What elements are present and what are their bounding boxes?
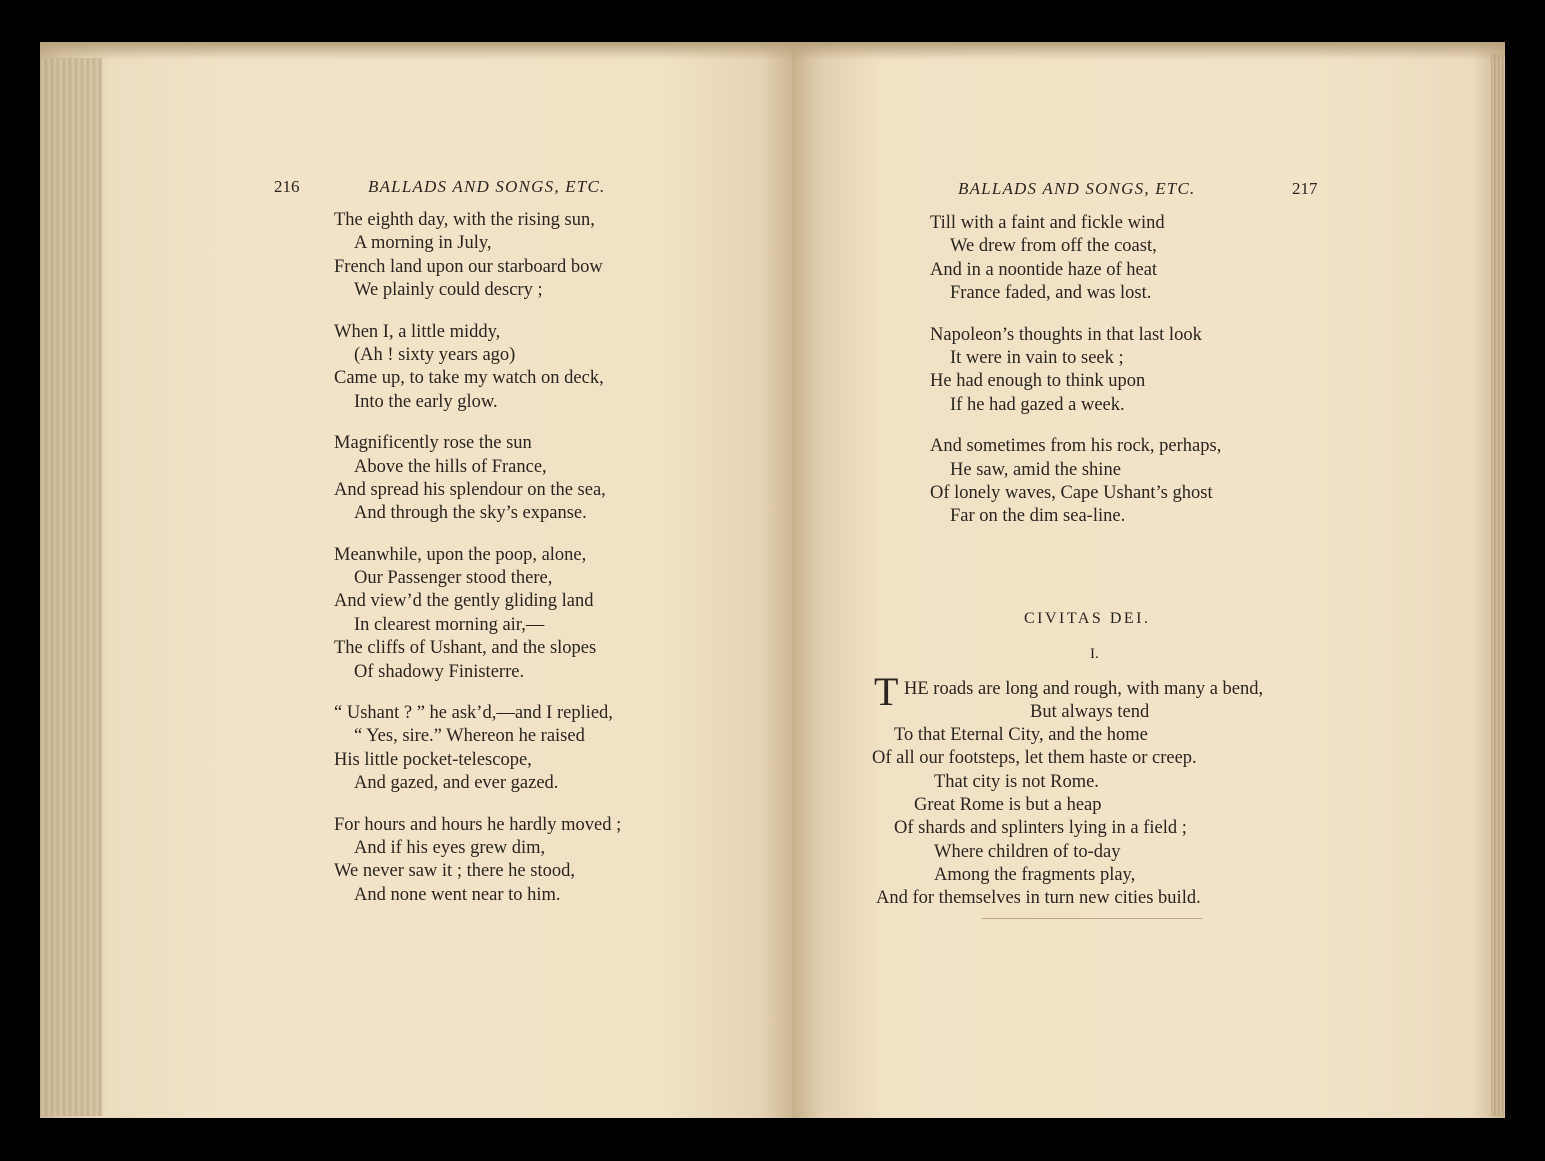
verse-line: Came up, to take my watch on deck, <box>334 368 604 389</box>
verse-line: And gazed, and ever gazed. <box>354 773 559 794</box>
right-page-poem-continuation <box>930 212 1221 529</box>
verse-line: He saw, amid the shine <box>950 459 1121 480</box>
drop-cap-letter: T <box>874 669 899 714</box>
page-number-right: 217 <box>1292 179 1318 198</box>
stanza-gap <box>334 303 621 321</box>
poem-line: And for themselves in turn new cities build. <box>876 888 1201 908</box>
running-head-right: BALLADS AND SONGS, ETC. <box>958 179 1196 198</box>
verse-line: A morning in July, <box>354 233 492 254</box>
stanza <box>930 435 1221 529</box>
verse-line: Of shadowy Finisterre. <box>354 661 525 682</box>
verse-line: And sometimes from his rock, perhaps, <box>930 436 1222 457</box>
page-number-left: 216 <box>274 177 300 196</box>
left-page <box>40 42 792 1118</box>
verse-line: Of lonely waves, Cape Ushant’s ghost <box>930 482 1213 503</box>
verse-line: Till with a faint and fickle wind <box>930 213 1165 233</box>
stanza <box>334 814 621 908</box>
poem-first-line: HE roads are long and rough, with many a bend, <box>904 679 1264 699</box>
poem-title: CIVITAS DEI. <box>1024 610 1151 627</box>
verse-line: “ Ushant ? ” he ask’d,—and I replied, <box>334 703 613 724</box>
verse-line: And none went near to him. <box>354 884 561 905</box>
stanza-gap <box>334 414 621 432</box>
page-edge-right <box>1491 54 1505 1116</box>
verse-line: We plainly could descry ; <box>354 280 543 301</box>
poem-line: Of all our footsteps, let them haste or creep. <box>872 748 1197 768</box>
poem-line: Of shards and splinters lying in a field ; <box>894 818 1187 838</box>
stanza-gap <box>930 417 1221 435</box>
poem-line: To that Eternal City, and the home <box>894 725 1148 745</box>
stanza-gap <box>334 684 621 702</box>
verse-line: France faded, and was lost. <box>950 283 1152 304</box>
verse-line: If he had gazed a week. <box>950 394 1125 415</box>
page-top-wear <box>792 42 1505 60</box>
stanza <box>334 702 621 796</box>
verse-line: And through the sky’s expanse. <box>354 503 587 524</box>
verse-line: “ Yes, sire.” Whereon he raised <box>354 726 585 747</box>
verse-line: In clearest morning air,— <box>354 614 545 635</box>
stanza <box>930 212 1221 306</box>
stanza-gap <box>334 526 621 544</box>
running-head-left: BALLADS AND SONGS, ETC. <box>368 177 606 196</box>
verse-line: It were in vain to seek ; <box>950 347 1124 368</box>
stanza-gap <box>930 306 1221 324</box>
poem-line: But always tend <box>1030 702 1150 722</box>
page-top-wear <box>40 42 792 60</box>
verse-line: We never saw it ; there he stood, <box>334 861 575 882</box>
verse-line: For hours and hours he hardly moved ; <box>334 814 622 835</box>
verse-line: (Ah ! sixty years ago) <box>354 344 516 365</box>
stanza <box>334 432 621 526</box>
poem-line: Among the fragments play, <box>934 865 1136 885</box>
verse-line: We drew from off the coast, <box>950 236 1157 257</box>
verse-line: His little pocket-telescope, <box>334 749 532 770</box>
page-edge-stack <box>40 58 102 1116</box>
verse-line: Napoleon’s thoughts in that last look <box>930 324 1202 345</box>
right-page <box>792 42 1505 1118</box>
stanza <box>930 324 1221 418</box>
stanza-gap <box>334 796 621 814</box>
section-number: I. <box>1090 646 1099 662</box>
verse-line: He had enough to think upon <box>930 371 1146 392</box>
verse-line: Our Passenger stood there, <box>354 568 553 589</box>
verse-line: Meanwhile, upon the poop, alone, <box>334 544 587 565</box>
verse-line: When I, a little middy, <box>334 321 501 342</box>
verse-line: French land upon our starboard bow <box>334 256 603 277</box>
verse-line: The cliffs of Ushant, and the slopes <box>334 638 597 659</box>
verse-line: And view’d the gently gliding land <box>334 591 594 612</box>
poem-line: Great Rome is but a heap <box>914 795 1102 815</box>
closing-rule <box>982 918 1202 919</box>
verse-line: Magnificently rose the sun <box>334 433 532 454</box>
open-book <box>40 42 1505 1118</box>
verse-line: Into the early glow. <box>354 391 498 412</box>
poem-line: That city is not Rome. <box>934 772 1099 792</box>
verse-line: And spread his splendour on the sea, <box>334 479 606 500</box>
verse-line: Above the hills of France, <box>354 456 547 477</box>
verse-line: Far on the dim sea-line. <box>950 506 1126 527</box>
verse-line: And in a noontide haze of heat <box>930 259 1158 280</box>
verse-line: The eighth day, with the rising sun, <box>334 210 595 230</box>
stanza <box>334 321 621 415</box>
poem-line: Where children of to-day <box>934 842 1121 862</box>
stanza <box>334 209 621 303</box>
stanza <box>334 544 621 684</box>
verse-line: And if his eyes grew dim, <box>354 837 546 858</box>
left-page-poem <box>334 209 621 907</box>
